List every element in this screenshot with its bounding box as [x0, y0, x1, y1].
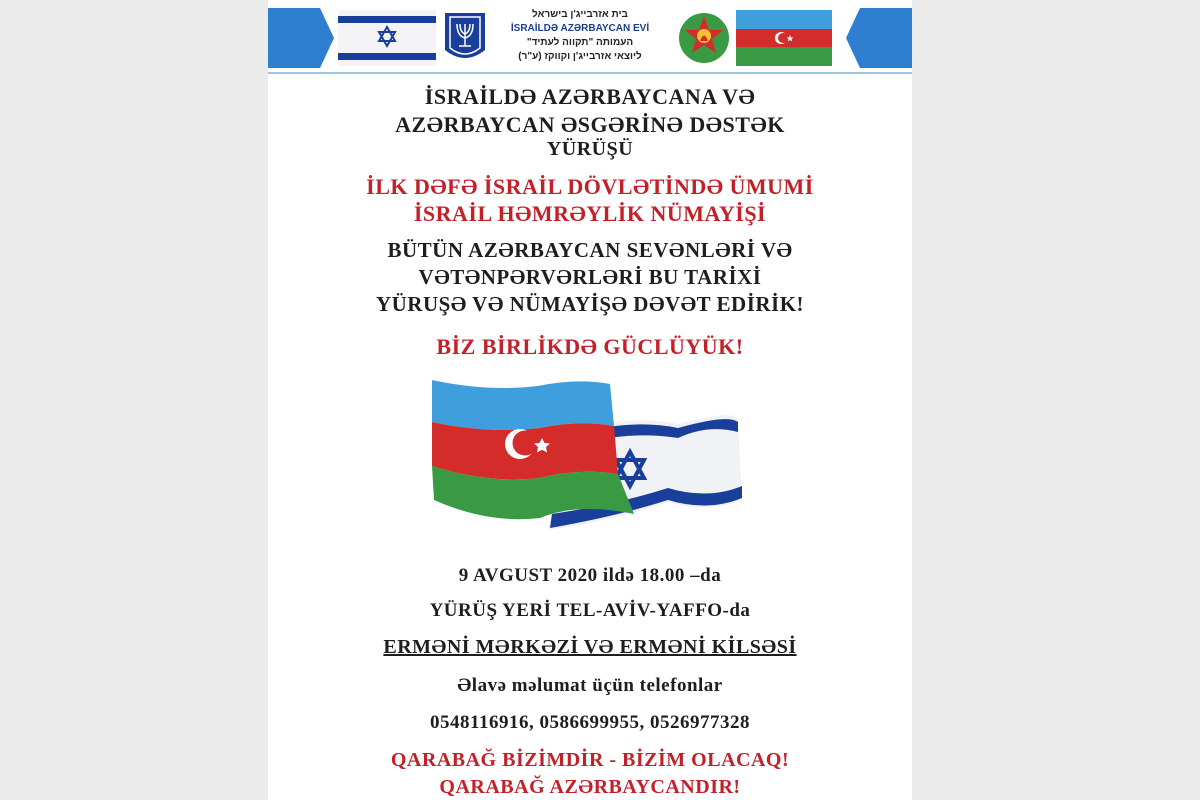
chevron-left-icon: [268, 8, 334, 68]
phone-numbers: 0548116916, 0586699955, 0526977328: [430, 712, 750, 733]
event-date: 9 AVGUST 2020 ildə 18.00 –da: [458, 565, 722, 586]
menorah-emblem-icon: [442, 10, 488, 66]
closing-line-1: QARABAĞ BİZİMDİR - BİZİM OLACAQ!: [390, 749, 790, 771]
header-hebrew-line-2: העמותה "תקווה לעתיד": [526, 37, 634, 48]
title-line-3: YÜRÜŞÜ: [546, 138, 634, 160]
event-place: YÜRÜŞ YERİ TEL-AVİV-YAFFO-da: [429, 600, 751, 621]
header-hebrew-line-1: בית אזרבייג'ן בישראל: [532, 9, 628, 20]
poster-header: [268, 8, 912, 68]
subtitle-line-1: İLK DƏFƏ İSRAİL DÖVLƏTİNDƏ ÜMUMİ: [366, 174, 814, 199]
poster: [268, 0, 912, 800]
israel-flag-icon: [338, 10, 436, 66]
closing-line-2: QARABAĞ AZƏRBAYCANDIR!: [439, 776, 741, 798]
invite-line-2: VƏTƏNPƏRVƏRLƏRİ BU TARİXİ: [418, 265, 762, 289]
waving-azerbaijan-flag: [432, 380, 634, 519]
invite-line-3: YÜRUŞƏ VƏ NÜMAYİŞƏ DƏVƏT EDİRİK!: [375, 292, 805, 316]
title-line-1: İSRAİLDƏ AZƏRBAYCANA VƏ: [424, 84, 756, 109]
header-org-name: İSRAİLDƏ AZƏRBAYCAN EVİ: [510, 23, 650, 34]
azerbaijan-flag-icon: [736, 10, 832, 66]
slogan: BİZ BİRLİKDƏ GÜCLÜYÜK!: [436, 334, 744, 359]
azerbaijan-emblem-icon: [678, 10, 730, 66]
chevron-right-icon: [846, 8, 912, 68]
header-hebrew-line-3: ליוצאי אזרבייג'ן וקווקז (ע"ר): [518, 51, 642, 62]
waving-flags-image: [428, 374, 748, 538]
header-divider: [268, 72, 912, 74]
subtitle-line-2: İSRAİL HƏMRƏYLİK NÜMAYİŞİ: [413, 201, 767, 226]
invite-line-1: BÜTÜN AZƏRBAYCAN SEVƏNLƏRİ VƏ: [387, 238, 793, 262]
title-line-2: AZƏRBAYCAN ƏSGƏRİNƏ DƏSTƏK: [395, 112, 785, 137]
event-venue: ERMƏNİ MƏRKƏZİ VƏ ERMƏNİ KİLSƏSİ: [383, 636, 797, 658]
header-organization-text: [500, 8, 660, 64]
info-label: Əlavə məlumat üçün telefonlar: [457, 675, 723, 696]
